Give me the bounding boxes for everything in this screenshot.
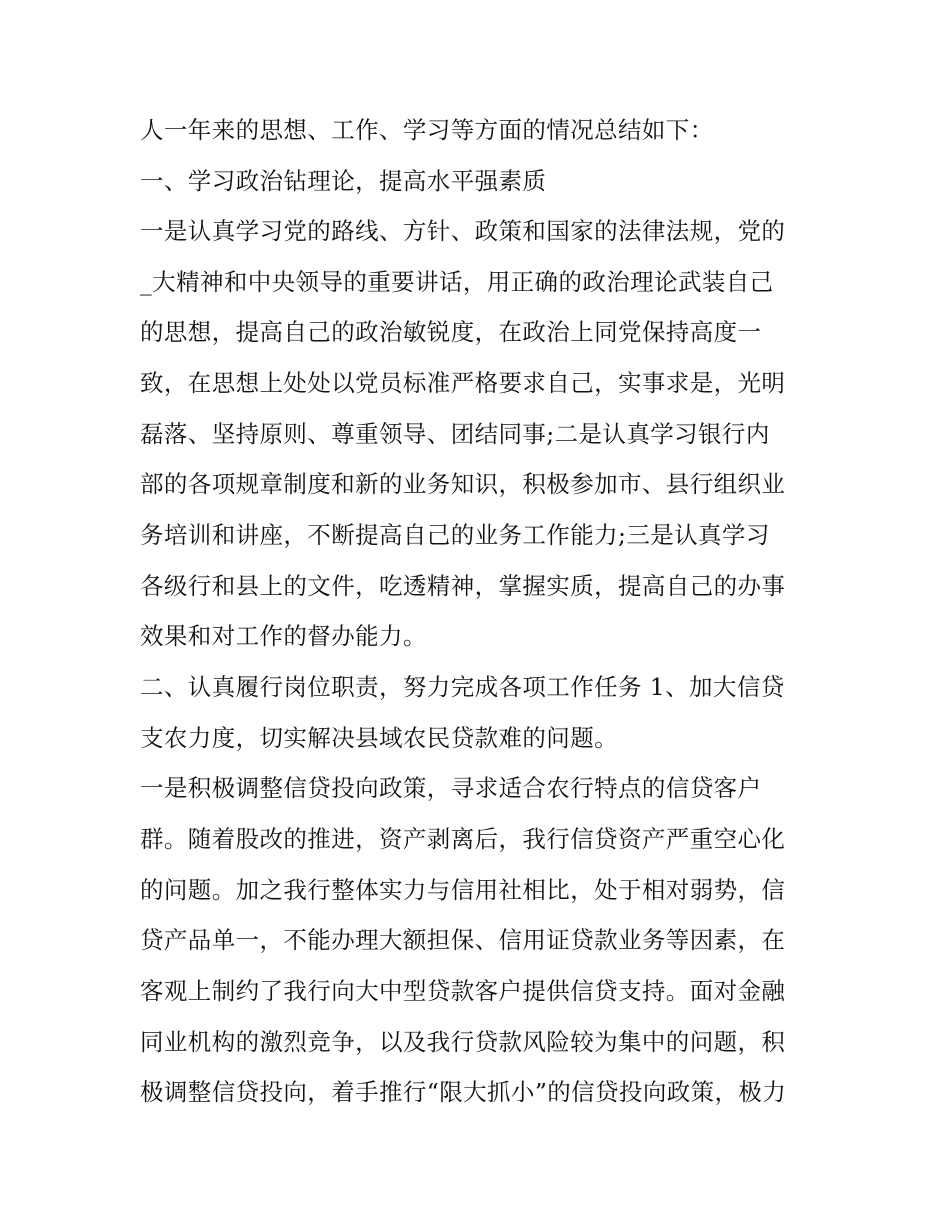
text-line: _大精神和中央领导的重要讲话，用正确的政治理论武装自己 xyxy=(140,268,774,296)
text-line: 极调整信贷投向，着手推行“限大抓小”的信贷投向政策，极力 xyxy=(140,1078,787,1106)
text-line: 客观上制约了我行向大中型贷款客户提供信贷支持。面对金融 xyxy=(140,977,786,1005)
text-line: 各级行和县上的文件，吃透精神，掌握实质，提高自己的办事 xyxy=(140,572,786,600)
text-line: 一是认真学习党的路线、方针、政策和国家的法律法规，党的 xyxy=(140,217,786,245)
text-line: 群。随着股改的推进，资产剥离后，我行信贷资产严重空心化 xyxy=(140,825,786,853)
text-line: 的思想，提高自己的政治敏锐度，在政治上同党保持高度一 xyxy=(140,318,762,346)
text-line: 同业机构的激烈竞争，以及我行贷款风险较为集中的问题，积 xyxy=(140,1028,786,1056)
text-line: 效果和对工作的督办能力。 xyxy=(140,622,427,650)
text-line: 务培训和讲座，不断提高自己的业务工作能力;三是认真学习 xyxy=(140,521,770,549)
text-line: 一是积极调整信贷投向政策，寻求适合农行特点的信贷客户 xyxy=(140,774,762,802)
text-line: 支农力度，切实解决县域农民贷款难的问题。 xyxy=(140,724,618,752)
text-line: 部的各项规章制度和新的业务知识，积极参加市、县行组织业 xyxy=(140,470,786,498)
text-line: 的问题。加之我行整体实力与信用社相比，处于相对弱势，信 xyxy=(140,876,786,904)
section-heading: 一、学习政治钻理论，提高水平强素质 xyxy=(140,167,547,195)
text-line: 人一年来的思想、工作、学习等方面的情况总结如下： xyxy=(140,116,714,144)
text-line: 贷产品单一，不能办理大额担保、信用证贷款业务等因素，在 xyxy=(140,926,786,954)
text-line: 磊落、坚持原则、尊重领导、团结同事;二是认真学习银行内 xyxy=(140,420,770,448)
section-heading: 二、认真履行岗位职责，努力完成各项工作任务 1、加大信贷 xyxy=(140,673,785,701)
text-line: 致，在思想上处处以党员标准严格要求自己，实事求是，光明 xyxy=(140,369,786,397)
